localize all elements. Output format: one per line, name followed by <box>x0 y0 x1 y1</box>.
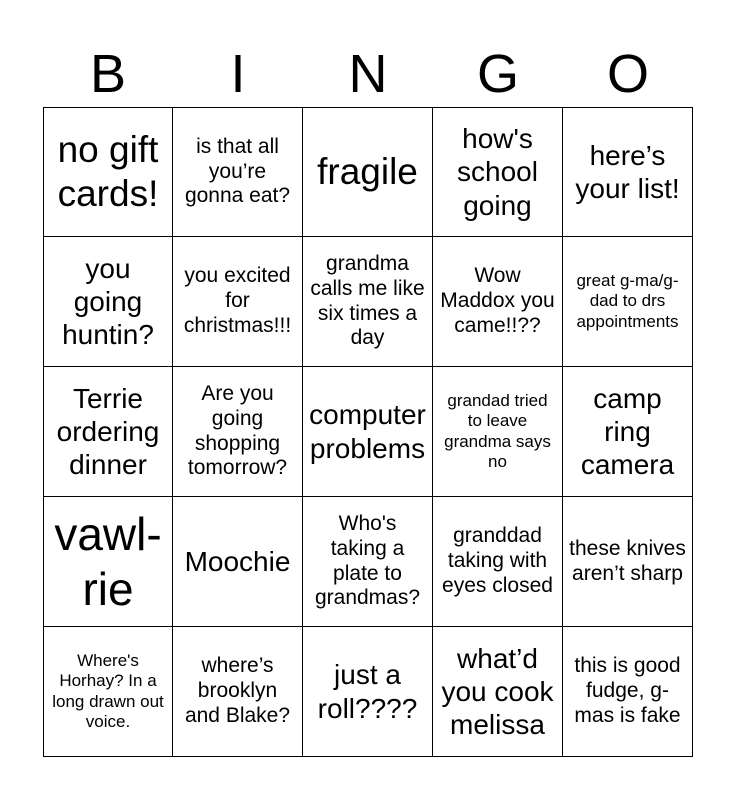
cell-text: here’s your list! <box>575 139 680 204</box>
bingo-cell[interactable] <box>433 497 563 627</box>
cell-text: grandad tried to leave grandma says no <box>444 391 551 471</box>
bingo-cell[interactable] <box>303 497 433 627</box>
cell-text: how's school going <box>457 123 538 221</box>
cell-text: you going huntin? <box>62 252 154 351</box>
header-letter-o: O <box>606 44 649 104</box>
bingo-cell[interactable] <box>433 237 563 367</box>
header-letter-i: I <box>230 44 246 104</box>
cell-text: camp ring camera <box>580 382 675 481</box>
bingo-cell[interactable] <box>433 107 563 237</box>
cell-text: Moochie <box>184 545 291 577</box>
cell-text: Terrie ordering dinner <box>56 382 160 481</box>
bingo-cell[interactable] <box>173 107 303 237</box>
bingo-cell[interactable] <box>563 627 693 757</box>
bingo-cell[interactable] <box>563 367 693 497</box>
bingo-cell[interactable] <box>43 627 173 757</box>
cell-text: no gift cards! <box>57 129 159 214</box>
header-letter-g: G <box>476 44 519 104</box>
cell-text: fragile <box>317 151 418 193</box>
cell-text: is that all you’re gonna eat? <box>184 134 291 208</box>
bingo-cell[interactable] <box>563 237 693 367</box>
cell-text: what’d you cook melissa <box>441 642 554 741</box>
bingo-cell[interactable] <box>173 367 303 497</box>
bingo-cell[interactable] <box>173 627 303 757</box>
cell-text: Who's taking a plate to grandmas? <box>314 511 421 610</box>
cell-text: vawl-rie <box>54 508 162 615</box>
cell-text: grandma calls me like six times a day <box>310 251 425 350</box>
cell-text: great g-ma/g-dad to drs appointments <box>576 271 679 331</box>
bingo-cell[interactable] <box>43 107 173 237</box>
bingo-cell[interactable] <box>433 367 563 497</box>
bingo-cell[interactable] <box>433 627 563 757</box>
bingo-cell[interactable] <box>563 497 693 627</box>
bingo-card <box>43 107 693 757</box>
bingo-cell[interactable] <box>303 237 433 367</box>
bingo-cell[interactable] <box>303 107 433 237</box>
cell-text: Are you going shopping tomorrow? <box>187 381 288 480</box>
cell-text: these knives aren’t sharp <box>569 536 686 585</box>
cell-text: computer problems <box>309 399 426 464</box>
bingo-cell[interactable] <box>43 497 173 627</box>
bingo-cell[interactable] <box>43 367 173 497</box>
bingo-cell[interactable] <box>173 497 303 627</box>
cell-text: granddad taking with eyes closed <box>442 524 553 597</box>
bingo-header <box>43 40 693 108</box>
cell-text: where’s brooklyn and Blake? <box>184 654 291 727</box>
header-letter-n: N <box>348 44 388 104</box>
cell-text: Where's Horhay? In a long drawn out voice. <box>52 651 164 731</box>
cell-text: Wow Maddox you came!!?? <box>440 264 555 337</box>
bingo-cell[interactable] <box>303 627 433 757</box>
cell-text: you excited for christmas!!! <box>183 264 292 337</box>
bingo-cell[interactable] <box>43 237 173 367</box>
cell-text: just a roll???? <box>317 659 418 724</box>
bingo-cell[interactable] <box>303 367 433 497</box>
bingo-cell[interactable] <box>563 107 693 237</box>
cell-text: this is good fudge, g-mas is fake <box>574 654 681 727</box>
header-letter-b: B <box>89 44 127 104</box>
bingo-cell[interactable] <box>173 237 303 367</box>
